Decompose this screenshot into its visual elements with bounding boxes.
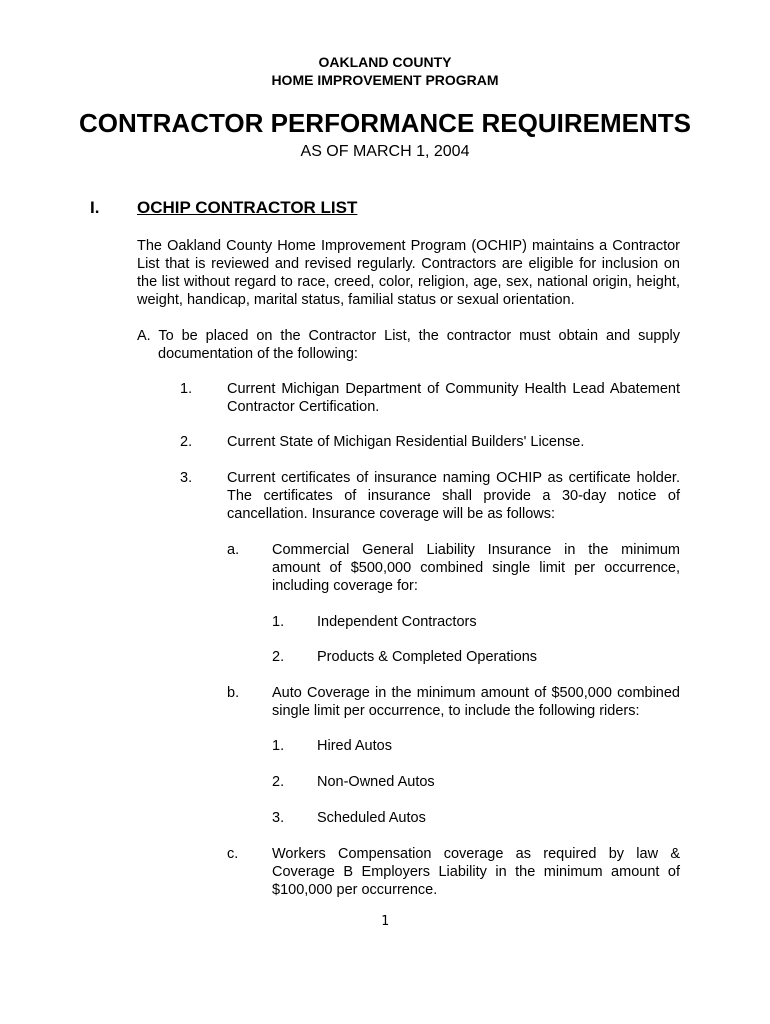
- point-number: 2.: [272, 649, 285, 665]
- item-text: [227, 433, 680, 451]
- point-text: Products & Completed Operations: [317, 649, 538, 665]
- point-text: Non-Owned Autos: [317, 774, 435, 790]
- point-text: Scheduled Autos: [317, 810, 426, 826]
- point-number: 2.: [272, 774, 285, 790]
- requirement-a: [137, 327, 680, 363]
- subitem-line: including coverage for:: [272, 578, 418, 594]
- subitem-letter: b.: [227, 685, 240, 701]
- point-number: 1.: [272, 738, 285, 754]
- subitem-line: amount of $500,000 combined single limit per occurrence,: [272, 560, 680, 576]
- subitem-letter: c.: [227, 846, 239, 862]
- intro-line: The Oakland County Home Improvement Program (OCHIP) maintains a Contractor: [137, 238, 680, 254]
- section-heading: OCHIP CONTRACTOR LIST: [137, 198, 358, 217]
- item-text: [227, 469, 680, 523]
- intro-line: weight, handicap, marital status, familial status or sexual orientation.: [137, 292, 575, 308]
- header-line-1: OAKLAND COUNTY: [318, 54, 452, 70]
- item-text: [227, 380, 680, 416]
- item-number: 2.: [180, 434, 193, 450]
- page-number: 1: [381, 914, 389, 929]
- item-line: Current State of Michigan Residential Builders' License.: [227, 434, 585, 450]
- item-line: The certificates of insurance shall provide a 30-day notice of: [227, 488, 680, 504]
- point-text: Hired Autos: [317, 738, 392, 754]
- subitem-line: single limit per occurrence, to include the following riders:: [272, 703, 640, 719]
- item-line: Current Michigan Department of Community Health Lead Abatement: [227, 381, 680, 397]
- subitem-letter: a.: [227, 542, 240, 558]
- subitem-text: [272, 541, 680, 595]
- page-date: AS OF MARCH 1, 2004: [300, 143, 470, 160]
- subitem-line: Commercial General Liability Insurance in the minimum: [272, 542, 680, 558]
- subitem-line: Workers Compensation coverage as required by law &: [272, 846, 680, 862]
- item-line: Current certificates of insurance naming OCHIP as certificate holder.: [227, 470, 680, 486]
- point-number: 1.: [272, 614, 285, 630]
- intro-line: the list without regard to race, creed, color, religion, age, sex, national origin, height,: [137, 274, 680, 290]
- requirement-a-line: documentation of the following:: [158, 346, 358, 362]
- subitem-line: Auto Coverage in the minimum amount of $500,000 combined: [272, 685, 680, 701]
- header-line-2: HOME IMPROVEMENT PROGRAM: [271, 72, 499, 88]
- item-number: 3.: [180, 470, 193, 486]
- intro-line: List that is reviewed and revised regularly. Contractors are eligible for inclusion on: [137, 256, 680, 272]
- point-number: 3.: [272, 810, 285, 826]
- intro-paragraph: [137, 237, 680, 309]
- item-line: cancellation. Insurance coverage will be as follows:: [227, 506, 556, 522]
- subitem-text: [272, 684, 680, 720]
- point-text: Independent Contractors: [317, 614, 477, 630]
- subitem-line: Coverage B Employers Liability in the minimum amount of: [272, 864, 680, 880]
- requirement-a-line: A. To be placed on the Contractor List, the contractor must obtain and supply: [137, 328, 680, 344]
- subitem-line: $100,000 per occurrence.: [272, 882, 438, 898]
- item-line: Contractor Certification.: [227, 399, 380, 415]
- subitem-text: [272, 845, 680, 899]
- item-number: 1.: [180, 381, 193, 397]
- page-title: CONTRACTOR PERFORMANCE REQUIREMENTS: [79, 108, 691, 138]
- section-number: I.: [90, 198, 100, 217]
